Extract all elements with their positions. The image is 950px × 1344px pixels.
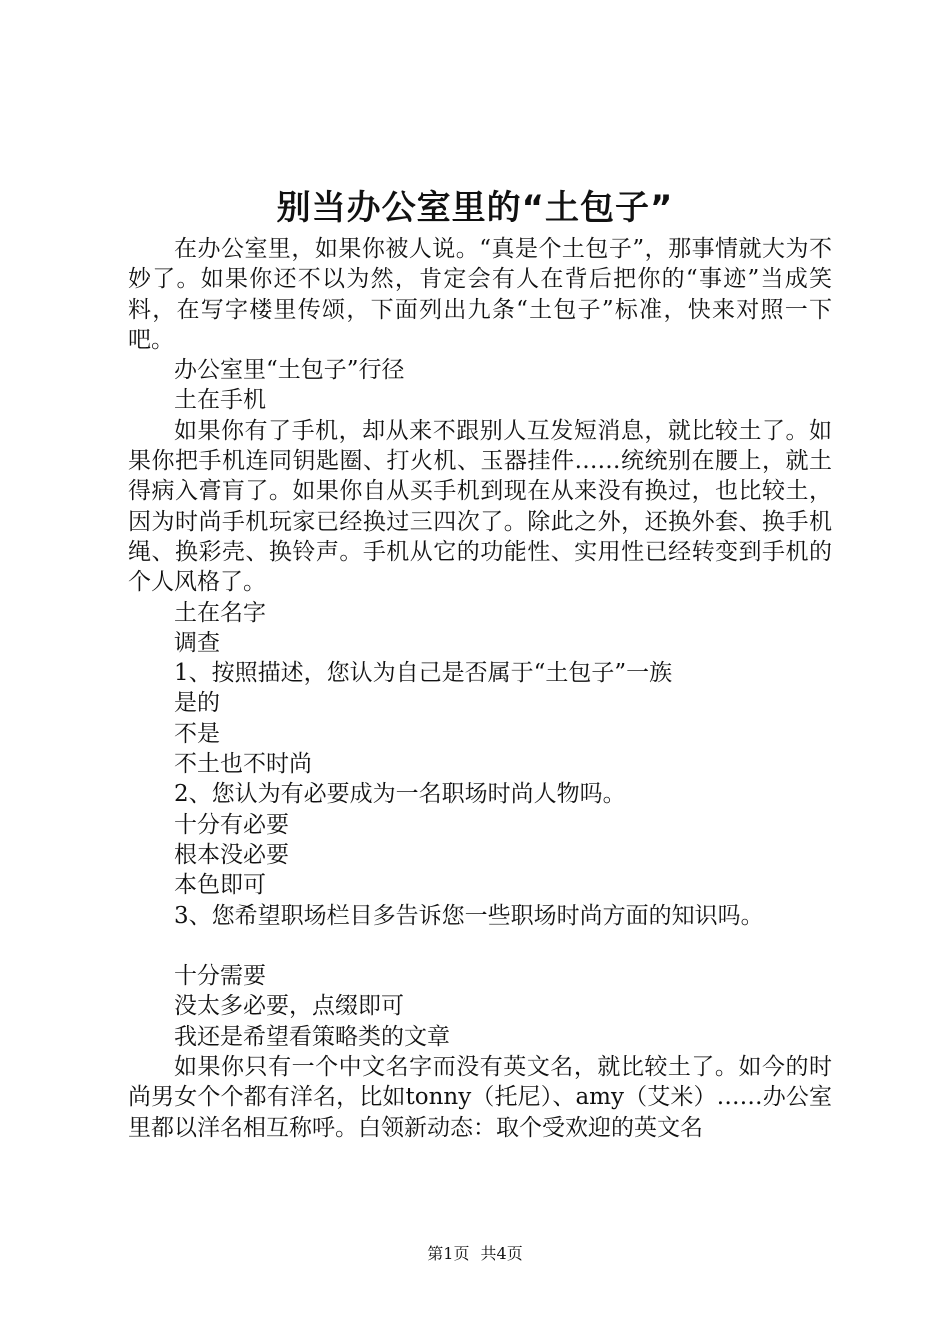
survey-question: 3、您希望职场栏目多告诉您一些职场时尚方面的知识吗。 (174, 902, 764, 929)
page-number: 第1页 (427, 1244, 470, 1263)
survey-option: 不是 (174, 720, 220, 747)
paragraph: 如果你有了手机，却从来不跟别人互发短消息，就比较土了。如果你把手机连同钥匙圈、打火机、玉器挂件……统统别在腰上，就土得病入膏肓了。如果你自从买手机到现在从来没有换过，也比较土，因为时尚手机玩家已经换过三四次了。除此之外，还换外套、换手机绳、换彩壳、换铃声。手机从它的功能性、实用性已经转变到手机的个人风格了。 (128, 417, 832, 596)
subsection-heading: 土在名字 (174, 599, 266, 626)
paragraph: 如果你只有一个中文名字而没有英文名，就比较土了。如今的时尚男女个个都有洋名，比如tonny（托尼）、amy（艾米）……办公室里都以洋名相互称呼。白领新动态：取个受欢迎的英文名 (128, 1054, 832, 1141)
survey-option: 是的 (174, 690, 220, 717)
survey-question: 1、按照描述，您认为自己是否属于“土包子”一族 (174, 660, 673, 687)
page-total: 共4页 (480, 1244, 523, 1263)
survey-option: 我还是希望看策略类的文章 (174, 1023, 450, 1050)
survey-heading: 调查 (174, 629, 220, 656)
survey-option: 根本没必要 (174, 841, 289, 868)
document-title: 别当办公室里的“土包子” (276, 188, 674, 228)
survey-option: 本色即可 (174, 872, 266, 899)
survey-option: 不土也不时尚 (174, 751, 312, 778)
paragraph: 在办公室里，如果你被人说。“真是个土包子”，那事情就大为不妙了。如果你还不以为然，肯定会有人在背后把你的“事迹”当成笑料，在写字楼里传颂，下面列出九条“土包子”标准，快来对照一下吧。 (128, 236, 832, 353)
subsection-heading: 土在手机 (174, 387, 266, 414)
survey-option: 十分需要 (174, 963, 266, 990)
blank-line (128, 931, 832, 961)
document-body (128, 234, 832, 1143)
page-footer (0, 1243, 950, 1265)
survey-question: 2、您认为有必要成为一名职场时尚人物吗。 (174, 781, 626, 808)
survey-option: 没太多必要，点缀即可 (174, 993, 404, 1020)
survey-option: 十分有必要 (174, 811, 289, 838)
section-heading: 办公室里“土包子”行径 (174, 357, 405, 384)
